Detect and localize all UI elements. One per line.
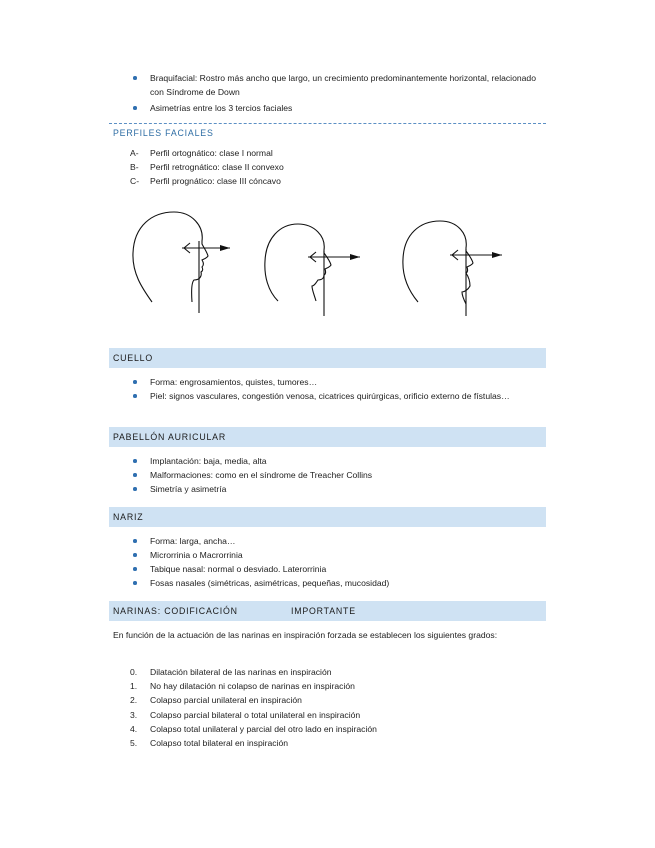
list-item: Forma: engrosamientos, quistes, tumores… bbox=[113, 375, 538, 389]
list-item bbox=[113, 160, 546, 174]
list-marker: C- bbox=[130, 176, 140, 187]
list-item: Fosas nasales (simétricas, asimétricas, pequeñas, mucosidad) bbox=[113, 576, 546, 590]
list-item bbox=[113, 146, 546, 160]
perfiles-list bbox=[113, 146, 546, 189]
nariz-header bbox=[109, 507, 546, 527]
list-marker: 3. bbox=[130, 709, 138, 720]
list-item bbox=[113, 174, 546, 188]
perfiles-title: PERFILES FACIALES bbox=[113, 128, 214, 138]
narinas-header bbox=[109, 601, 546, 621]
list-item: Piel: signos vasculares, congestión venosa, cicatrices quirúrgicas, orificio externo de fístulas… bbox=[113, 389, 538, 403]
section-divider bbox=[109, 123, 546, 124]
list-item: Malformaciones: como en el síndrome de Treacher Collins bbox=[113, 468, 546, 482]
narinas-intro: En función de la actuación de las narinas en inspiración forzada se establecen los siguientes grados: bbox=[113, 630, 498, 640]
list-item bbox=[113, 722, 546, 736]
list-marker: 4. bbox=[130, 723, 138, 734]
list-text: Perfil ortognático: clase I normal bbox=[150, 148, 273, 158]
list-text: No hay dilatación ni colapso de narinas en inspiración bbox=[150, 681, 355, 692]
narinas-grades-list bbox=[113, 665, 546, 750]
nariz-list bbox=[113, 534, 546, 590]
list-item: Implantación: baja, media, alta bbox=[113, 454, 546, 468]
list-text: Colapso total bilateral en inspiración bbox=[150, 738, 289, 749]
list-marker: B- bbox=[130, 162, 139, 173]
list-item: Asimetrías entre los 3 tercios faciales bbox=[113, 101, 538, 115]
list-marker: 2. bbox=[130, 695, 138, 706]
profile-head-orthognathic bbox=[133, 212, 230, 313]
list-item bbox=[113, 665, 546, 679]
list-item: Simetría y asimetría bbox=[113, 482, 546, 496]
pabellon-list bbox=[113, 454, 546, 496]
list-marker: 0. bbox=[130, 667, 138, 677]
list-marker: 5. bbox=[130, 738, 138, 749]
narinas-title: NARINAS: CODIFICACIÓN bbox=[113, 606, 238, 616]
list-item: Microrrinia o Macrorrinia bbox=[113, 548, 546, 562]
nariz-title: NARIZ bbox=[113, 512, 144, 522]
list-item bbox=[113, 736, 546, 750]
list-item bbox=[113, 708, 546, 722]
cuello-header bbox=[109, 348, 546, 368]
list-text: Colapso total unilateral y parcial del otro lado en inspiración bbox=[150, 723, 377, 734]
list-item: Tabique nasal: normal o desviado. Laterorrinia bbox=[113, 562, 546, 576]
list-item bbox=[113, 679, 546, 693]
top-bullet-list bbox=[113, 71, 538, 115]
profile-head-prognathic bbox=[403, 221, 502, 316]
list-text: Colapso parcial bilateral o total unilateral en inspiración bbox=[150, 709, 361, 720]
list-marker: A- bbox=[130, 148, 139, 158]
pabellon-title: PABELLÓN AURICULAR bbox=[113, 432, 226, 442]
list-text: Dilatación bilateral de las narinas en inspiración bbox=[150, 667, 332, 677]
list-marker: 1. bbox=[130, 681, 138, 692]
list-text: Colapso parcial unilateral en inspiración bbox=[150, 695, 302, 706]
cuello-list bbox=[113, 375, 538, 403]
facial-profiles-figure bbox=[112, 198, 514, 333]
list-item: Braquifacial: Rostro más ancho que largo, un crecimiento predominantemente horizontal, relacionado con Síndrome de Down bbox=[113, 71, 538, 99]
list-item bbox=[113, 693, 546, 707]
cuello-title: CUELLO bbox=[113, 353, 154, 363]
list-item: Forma: larga, ancha… bbox=[113, 534, 546, 548]
profile-head-retrognathic bbox=[265, 224, 360, 316]
list-text: Perfil prognático: clase III cóncavo bbox=[150, 176, 281, 187]
list-text: Perfil retrognático: clase II convexo bbox=[150, 162, 284, 173]
pabellon-header bbox=[109, 427, 546, 447]
important-label: IMPORTANTE bbox=[291, 606, 356, 616]
